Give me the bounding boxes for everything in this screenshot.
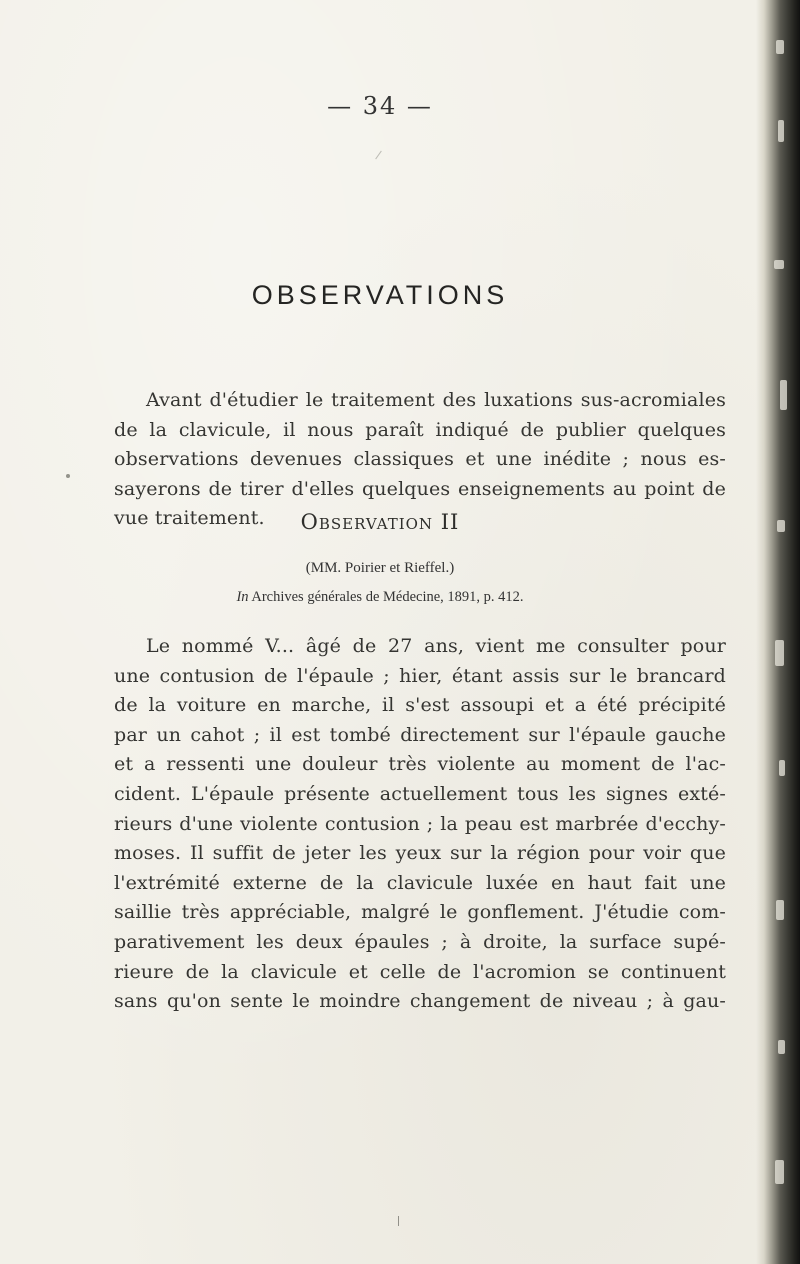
body-line: moses. Il suffit de jeter les yeux sur la région pour voir que (114, 842, 726, 865)
body-line: rieure de la clavicule et celle de l'acromion se continuent (114, 960, 726, 983)
binding-edge-shadow (756, 0, 800, 1264)
source-prefix: In (236, 589, 249, 605)
intro-line: Avant d'étudier le traitement des luxations sus-acromiales (146, 389, 726, 411)
body-line: Le nommé V... âgé de 27 ans, vient me consulter pour (146, 635, 726, 657)
observation-heading: Observation II (300, 510, 460, 534)
observation-source (0, 589, 760, 606)
scan-dot (398, 1216, 399, 1226)
body-line: parativement les deux épaules ; à droite, la surface supé- (114, 930, 726, 953)
body-line: cident. L'épaule présente actuellement tous les signes exté- (114, 782, 726, 805)
intro-line: de la clavicule, il nous paraît indiqué de publier quelques (114, 418, 726, 441)
observation-authors: (MM. Poirier et Rieffel.) (305, 560, 455, 576)
body-line: de la voiture en marche, il s'est assoupi et a été précipité (114, 694, 726, 717)
body-line: l'extrémité externe de la clavicule luxée en haut fait une (114, 871, 726, 894)
body-line: rieurs d'une violente contusion ; la peau est marbrée d'ecchy- (114, 812, 726, 835)
body-line: par un cahot ; il est tombé directement sur l'épaule gauche (114, 723, 726, 746)
body-line: saillie très appréciable, malgré le gonflement. J'étudie com- (114, 901, 726, 924)
scan-dot (375, 151, 382, 160)
body-line: sans qu'on sente le moindre changement de niveau ; à gau- (114, 990, 726, 1013)
page-number: — 34 — (327, 92, 433, 120)
intro-line: sayerons de tirer d'elles quelques enseignements au point de (114, 477, 726, 500)
body-line: et a ressenti une douleur très violente au moment de l'ac- (114, 753, 726, 776)
section-title: OBSERVATIONS (251, 280, 509, 310)
scan-dot (66, 474, 70, 478)
source-citation: Archives générales de Médecine, 1891, p. 412. (251, 589, 524, 605)
observation-paragraph (114, 632, 726, 1017)
intro-line: vue traitement. (114, 507, 265, 530)
body-line: une contusion de l'épaule ; hier, étant assis sur le brancard (114, 664, 726, 687)
intro-line: observations devenues classiques et une inédite ; nous es- (114, 448, 726, 471)
